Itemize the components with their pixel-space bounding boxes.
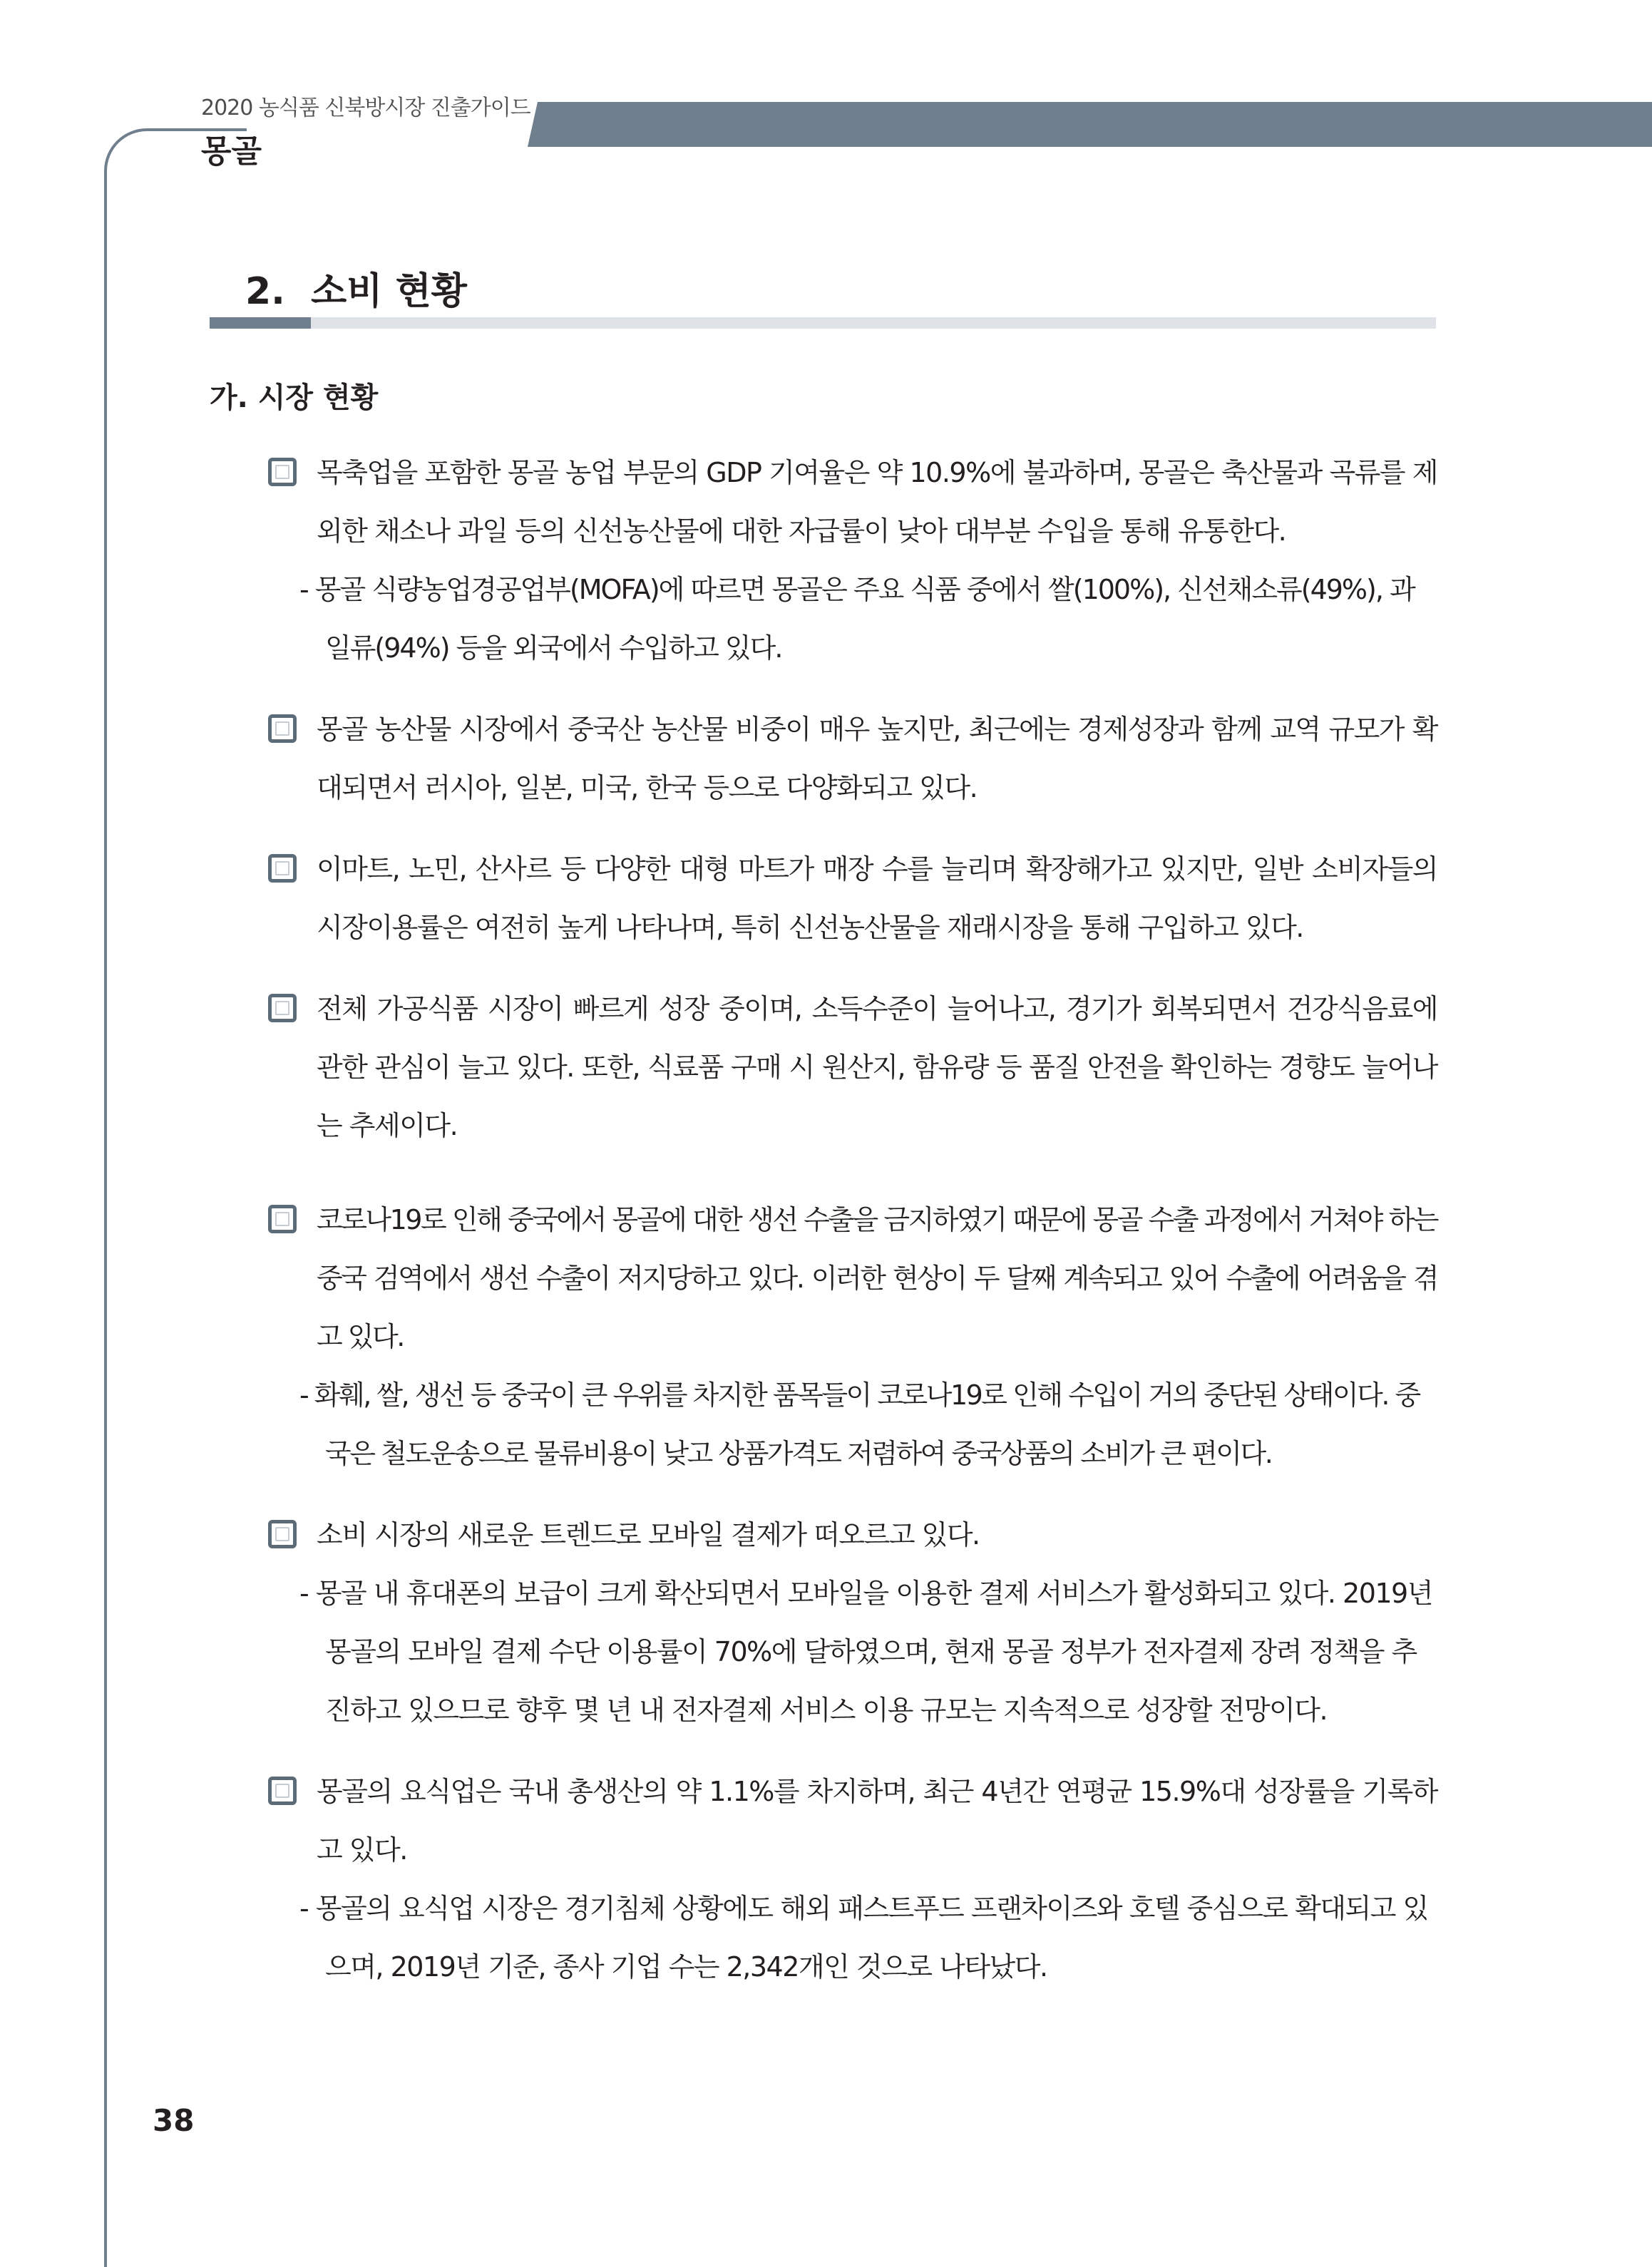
bullet-paragraph (268, 1191, 1437, 1366)
sub-paragraph: - 몽골의 요식업 시장은 경기침체 상황에도 해외 패스트푸드 프랜차이즈와 호텔 중심으로 확대되고 있으며, 2019년 기준, 종사 기업 수는 2,342개인 것으로 나타났다. (299, 1893, 1428, 1983)
square-bullet-icon (268, 1777, 297, 1805)
section-rule-accent (210, 317, 311, 329)
section-number: 2. (245, 270, 285, 313)
page-number: 38 (153, 2103, 195, 2138)
square-bullet-icon (268, 1205, 297, 1233)
square-bullet-icon (268, 994, 297, 1022)
section-title: 소비 현황 (311, 270, 468, 313)
square-bullet-icon (268, 714, 297, 743)
bullet-text: 이마트, 노민, 산사르 등 다양한 대형 마트가 매장 수를 늘리며 확장해가고 있지만, 일반 소비자들의 시장이용률은 여전히 높게 나타나며, 특히 신선농산물을 재래시장을 통해 구입하고 있다. (317, 853, 1437, 943)
bullet-text: 코로나19로 인해 중국에서 몽골에 대한 생선 수출을 금지하였기 때문에 몽골 수출 과정에서 거쳐야 하는 중국 검역에서 생선 수출이 저지당하고 있다. 이러한 현상이 두 달째 계속되고 있어 수출에 어려움을 겪고 있다. (317, 1204, 1438, 1352)
content-block (268, 443, 1437, 677)
bullet-text: 전체 가공식품 시장이 빠르게 성장 중이며, 소득수준이 늘어나고, 경기가 회복되면서 건강식음료에 관한 관심이 늘고 있다. 또한, 식료품 구매 시 원산지, 함유량 등 품질 안전을 확인하는 경향도 늘어나는 추세이다. (317, 993, 1437, 1141)
content-block (268, 1506, 1437, 1739)
page-frame-line (104, 128, 247, 2267)
content-area (268, 443, 1437, 1996)
square-bullet-icon (268, 854, 297, 883)
sub-paragraph: - 화훼, 쌀, 생선 등 중국이 큰 우위를 차지한 품목들이 코로나19로 인해 수입이 거의 중단된 상태이다. 중국은 철도운송으로 물류비용이 낮고 상품가격도 저렴하여 중국상품의 소비가 큰 편이다. (299, 1379, 1420, 1469)
bullet-text: 소비 시장의 새로운 트렌드로 모바일 결제가 떠오르고 있다. (317, 1519, 980, 1551)
content-block (268, 1191, 1437, 1483)
section-rule (210, 317, 1436, 329)
bullet-text: 몽골 농산물 시장에서 중국산 농산물 비중이 매우 높지만, 최근에는 경제성장과 함께 교역 규모가 확대되면서 러시아, 일본, 미국, 한국 등으로 다양화되고 있다. (317, 714, 1437, 803)
sub-paragraph: - 몽골 내 휴대폰의 보급이 크게 확산되면서 모바일을 이용한 결제 서비스가 활성화되고 있다. 2019년 몽골의 모바일 결제 수단 이용률이 70%에 달하였으며, 현재 몽골 정부가 전자결제 장려 정책을 추진하고 있으므로 향후 몇 년 내 전자결제 서비스 이용 규모는 지속적으로 성장할 전망이다. (299, 1578, 1432, 1726)
subsection-heading: 가. 시장 현황 (210, 381, 379, 414)
bullet-text: 몽골의 요식업은 국내 총생산의 약 1.1%를 차지하며, 최근 4년간 연평균 15.9%대 성장률을 기록하고 있다. (317, 1776, 1437, 1866)
header-band (528, 102, 1652, 147)
bullet-paragraph (268, 980, 1437, 1155)
bullet-paragraph (268, 700, 1437, 817)
square-bullet-icon (268, 1520, 297, 1548)
square-bullet-icon (268, 458, 297, 486)
sub-paragraph: - 몽골 식량농업경공업부(MOFA)에 따르면 몽골은 주요 식품 중에서 쌀(100%), 신선채소류(49%), 과일류(94%) 등을 외국에서 수입하고 있다. (299, 574, 1415, 664)
bullet-paragraph (268, 443, 1437, 560)
guide-title: 2020 농식품 신북방시장 진출가이드 (201, 96, 530, 120)
content-block (268, 840, 1437, 957)
bullet-paragraph (268, 840, 1437, 957)
bullet-text: 목축업을 포함한 몽골 농업 부문의 GDP 기여율은 약 10.9%에 불과하며, 몽골은 축산물과 곡류를 제외한 채소나 과일 등의 신선농산물에 대한 자급률이 낮아 대부분 수입을 통해 유통한다. (317, 457, 1437, 547)
country-title: 몽골 (201, 133, 262, 170)
bullet-paragraph (268, 1506, 1437, 1564)
bullet-paragraph (268, 1762, 1437, 1879)
content-block (268, 1762, 1437, 1996)
content-block (268, 700, 1437, 817)
content-block (268, 980, 1437, 1155)
section-heading (245, 261, 467, 314)
